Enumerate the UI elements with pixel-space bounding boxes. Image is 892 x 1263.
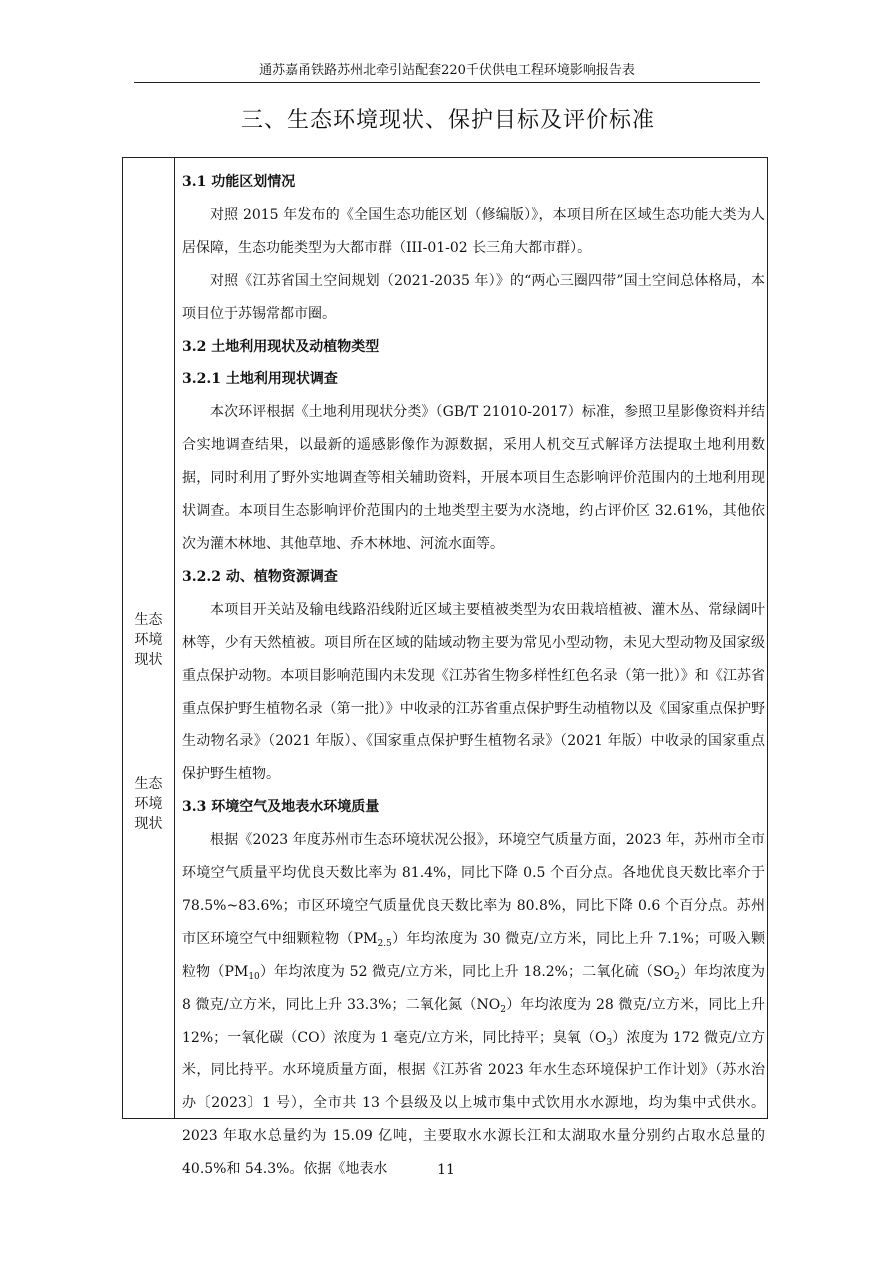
paragraph: 对照《江苏省国土空间规划（2021-2035 年）》的“两心三圈四带”国土空间总体格局，本项目位于苏锡常都市圈。 [182, 272, 765, 322]
page-number: 11 [437, 1162, 455, 1178]
row-label-ecology-1 [123, 610, 174, 670]
column-divider [174, 158, 175, 1118]
row-label-line: 现状 [134, 652, 163, 668]
row-label-line: 生态 [134, 776, 163, 792]
subscript: 10 [248, 971, 260, 982]
page-header: 通苏嘉甬铁路苏州北牵引站配套220千伏供电工程环境影响报告表 [259, 63, 635, 78]
text-run: ）浓度为 172 微克/立方米，同比持平。水环境质量方面，根据《江苏省 2023 年水生态环境保护工作计划》（苏水治办〔2023〕1 号），全市共 13 个县级及以上城市集中式饮用水水源地，均为集中式供水。2023 年取水总量约为 15.09 亿吨，主要取水水源长江和太湖取水量分别约占取水总量的 40.5%和 54.3%。依据《地表水 [182, 1029, 765, 1178]
paragraph: 本项目开关站及输电线路沿线附近区域主要植被类型为农田栽培植被、灌木丛、常绿阔叶林等，少有天然植被。项目所在区域的陆域动物主要为常见小型动物，未见大型动物及国家级重点保护动物。本项目影响范围内未发现《江苏省生物多样性红色名录（第一批）》和《江苏省重点保护野生植物名录（第一批）》中收录的江苏省重点保护野生动植物以及《国家重点保护野生动物名录》（2021 年版）、《国家重点保护野生植物名录》（2021 年版）中收录的国家重点保护野生植物。 [182, 601, 765, 783]
subscript: 3 [606, 1037, 613, 1048]
text-run: ）年均浓度为 52 微克/立方米，同比上升 18.2%；二氧化硫（SO [259, 963, 675, 980]
heading-3-2-2: 3.2.2 动、植物资源调查 [182, 568, 338, 585]
text-run: ）年均浓度为 8 微克/立方米，同比上升 33.3%；二氧化氮（NO [182, 963, 765, 1013]
text-run: ）年均浓度为 30 微克/立方米，同比上升 7.1%；可吸入颗粒物（PM [182, 930, 765, 980]
text-run: 根据《2023 年度苏州市生态环境状况公报》，环境空气质量方面，2023 年，苏州市全市环境空气质量平均优良天数比率为 81.4%，同比下降 0.5 个百分点。各地优良天数比率介于 78.5%~83.6%；市区环境空气质量优良天数比率为 80.8%，同比下降 0.6 个百分点。苏州市区环境空气中细颗粒物（PM [182, 832, 765, 947]
heading-3-2: 3.2 土地利用现状及动植物类型 [182, 338, 380, 355]
row-label-line: 生态 [134, 612, 163, 628]
paragraph: 本次环评根据《土地利用现状分类》（GB/T 21010-2017）标准，参照卫星影像资料并结合实地调查结果，以最新的遥感影像作为源数据，采用人机交互式解译方法提取土地利用数据，同时利用了野外实地调查等相关辅助资料，开展本项目生态影响评价范围内的土地利用现状调查。本项目生态影响评价范围内的土地类型主要为水浇地，约占评价区 32.61%，其他依次为灌木林地、其他草地、乔木林地、河流水面等。 [182, 404, 765, 552]
heading-3-3: 3.3 环境空气及地表水环境质量 [182, 799, 380, 816]
paragraph: 对照 2015 年发布的《全国生态功能区划（修编版）》，本项目所在区域生态功能大类为人居保障，生态功能类型为大都市群（III-01-02 长三角大都市群）。 [182, 206, 765, 256]
subscript: 2 [500, 1004, 507, 1015]
subscript: 2 [674, 971, 680, 982]
heading-3-2-1: 3.2.1 土地利用现状调查 [182, 371, 338, 388]
subscript: 2.5 [377, 938, 392, 949]
text-run: ）年均浓度为 28 微克/立方米，同比上升 12%；一氧化碳（CO）浓度为 1 毫克/立方米，同比持平；臭氧（O [182, 996, 765, 1046]
row-label-line: 环境 [134, 796, 163, 812]
row-label-ecology-2 [123, 774, 174, 834]
row-label-line: 现状 [134, 816, 163, 832]
content-cell [182, 166, 765, 1186]
heading-3-1: 3.1 功能区划情况 [182, 174, 296, 190]
row-label-line: 环境 [134, 632, 163, 648]
section-title: 三、生态环境现状、保护目标及评价标准 [240, 108, 655, 133]
header-rule [134, 82, 760, 83]
paragraph-air-water [182, 824, 765, 1186]
